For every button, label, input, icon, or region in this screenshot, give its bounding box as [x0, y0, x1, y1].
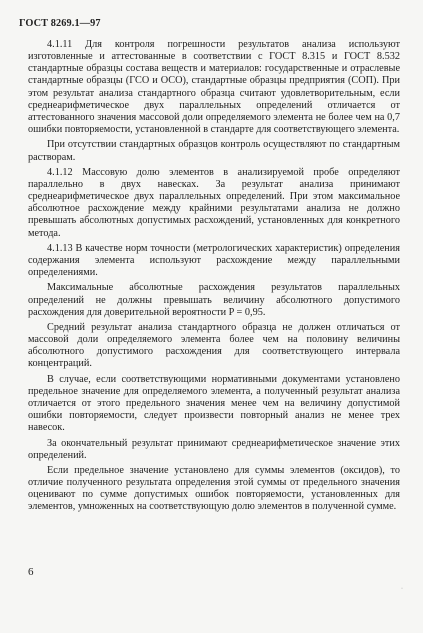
document-header: ГОСТ 8269.1—97 [19, 18, 101, 29]
paragraph: За окончательный результат принимают среднеарифметическое значение этих определений. [28, 437, 400, 461]
paragraph: 4.1.13 В качестве норм точности (метрологических характеристик) определения содержания элемента используют расхождение между параллельными определениями. [28, 242, 400, 279]
document-body [28, 39, 400, 517]
paragraph: В случае, если соответствующими нормативными документами установлено предельное значение для определяемого элемента, а полученный результат анализа отличается от этого предельного значения менее чем на величину допустимой ошибки повторяемости, следует произвести повторный анализ не менее трех навесок. [28, 373, 400, 434]
paragraph: Максимальные абсолютные расхождения результатов параллельных определений не должны превышать величину абсолютного допустимого расхождения для доверительной вероятности P = 0,95. [28, 282, 400, 318]
page-number: 6 [28, 566, 34, 578]
paragraph: Если предельное значение установлено для суммы элементов (оксидов), то отличие полученного результата определения этой суммы от предельного значения оценивают по сумме допустимых ошибок повторяемости, установленных для элементов, умноженных на соответствующую долю элементов в полученной сумме. [28, 464, 400, 513]
paragraph: При отсутствии стандартных образцов контроль осуществляют по стандартным растворам. [28, 139, 400, 163]
paragraph: Средний результат анализа стандартного образца не должен отличаться от массовой доли определяемого элемента более чем на половину величины абсолютного допустимого расхождения для соответствующего интервала концентраций. [28, 321, 400, 370]
scan-mark: · [401, 586, 403, 592]
paragraph: 4.1.11 Для контроля погрешности результатов анализа используют изготовленные и аттестованные в соответствии с ГОСТ 8.315 и ГОСТ 8.532 стандартные образцы состава веществ и материалов: государственные и отраслевые стандартные образцы (ГСО и ОСО), стандартные образцы предприятия (СОП). При этом результат анализа стандартного образца считают удовлетворительным, если среднеарифметическое двух параллельных определений отличается от аттестованного значения массовой доли определяемого элемента не более чем на 0,7 ошибки повторяемости, установленной в стандарте для соответствующего элемента. [28, 39, 400, 136]
paragraph: 4.1.12 Массовую долю элементов в анализируемой пробе определяют параллельно в двух навесках. За результат анализа принимают среднеарифметическое двух параллельных определений. При этом максимальное абсолютное расхождение между крайними результатами анализа не должно превышать абсолютных допустимых расхождений, установленных для конкретного метода. [28, 166, 400, 239]
